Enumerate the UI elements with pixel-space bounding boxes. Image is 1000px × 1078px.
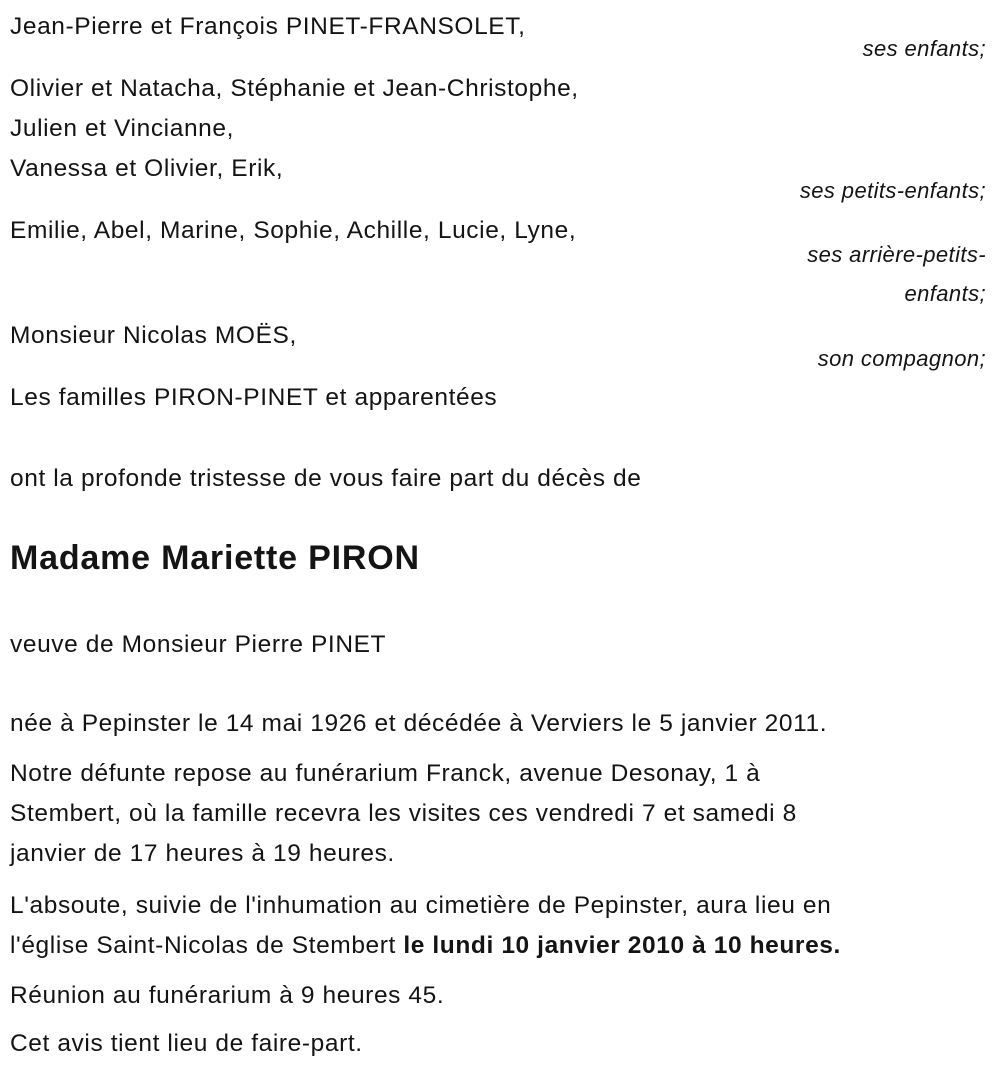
companion-role: son compagnon; [817,346,986,371]
great-grandchildren-role-cont: enfants; [904,281,986,306]
families: Les familles PIRON-PINET et apparentées [10,384,498,411]
grandchildren-names: Julien et Vincianne, [10,115,235,142]
companion-name: Monsieur Nicolas MOËS, [10,322,297,349]
announcement: ont la profonde tristesse de vous faire part du décès de [10,465,642,492]
grandchildren-role: ses petits-enfants; [799,178,986,203]
repose-line: Stembert, où la famille recevra les visites ces vendredi 7 et samedi 8 [10,800,797,827]
grandchildren-names: Vanessa et Olivier, Erik, [10,155,284,182]
absoute-text: l'église Saint-Nicolas de Stembert [10,932,404,959]
children-names: Jean-Pierre et François PINET-FRANSOLET, [10,13,526,40]
reunion: Réunion au funérarium à 9 heures 45. [10,982,445,1009]
widow-of: veuve de Monsieur Pierre PINET [10,631,387,658]
absoute-line: L'absoute, suivie de l'inhumation au cimetière de Pepinster, aura lieu en [10,892,832,919]
absoute-line [10,931,841,961]
great-grandchildren-role: ses arrière-petits- [807,242,986,267]
repose-line: Notre défunte repose au funérarium Franck, avenue Desonay, 1 à [10,760,761,787]
great-grandchildren-names: Emilie, Abel, Marine, Sophie, Achille, Lucie, Lyne, [10,217,577,244]
deceased-name: Madame Mariette PIRON [10,539,420,577]
grandchildren-names: Olivier et Natacha, Stéphanie et Jean-Christophe, [10,75,579,102]
children-role: ses enfants; [862,36,986,61]
closing: Cet avis tient lieu de faire-part. [10,1030,363,1057]
ceremony-date: le lundi 10 janvier 2010 à 10 heures. [403,932,841,959]
birth-death: née à Pepinster le 14 mai 1926 et décédée à Verviers le 5 janvier 2011. [10,710,828,737]
repose-line: janvier de 17 heures à 19 heures. [10,840,395,867]
